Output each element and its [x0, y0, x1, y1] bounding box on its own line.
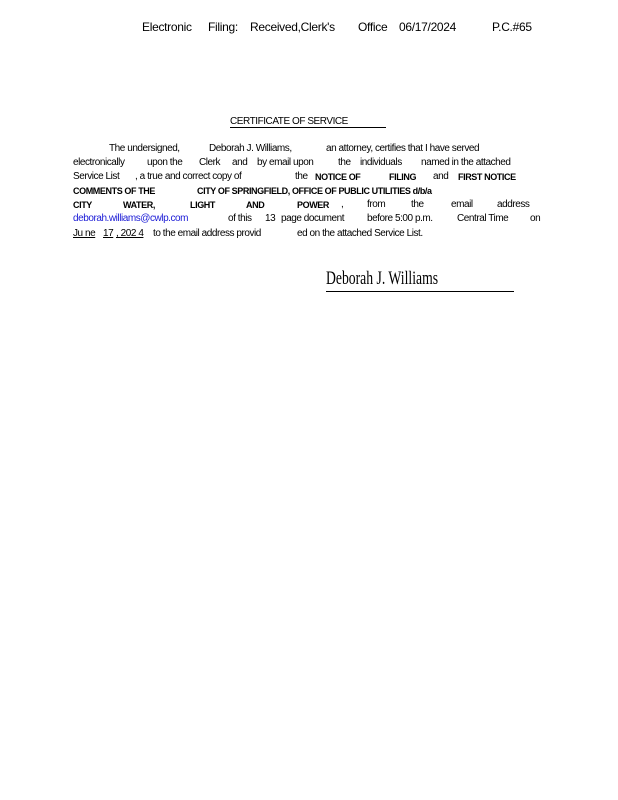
body-text: named in the attached: [421, 157, 511, 168]
body-text: to the email address provid: [153, 228, 261, 239]
signature: Deborah J. Williams: [326, 268, 439, 289]
service-day: 17: [103, 228, 114, 239]
sender-email-link[interactable]: deborah.williams@cwlp.com: [73, 213, 189, 224]
certificate-title: CERTIFICATE OF SERVICE: [230, 116, 348, 127]
body-text: individuals: [360, 157, 402, 168]
body-text: the: [338, 157, 351, 168]
body-text: of this: [228, 213, 252, 224]
service-year: , 202 4: [116, 228, 144, 239]
body-text: Central Time: [457, 213, 509, 224]
page-count: 13: [265, 213, 276, 224]
header-electronic: Electronic: [142, 20, 192, 34]
cwlp-label: CITY: [73, 200, 92, 210]
city-springfield-label: CITY OF SPRINGFIELD, OFFICE OF PUBLIC UTILITIES d/b/a: [197, 186, 432, 196]
title-underline: [230, 127, 386, 128]
body-text: upon the: [147, 157, 183, 168]
body-text: and: [232, 157, 248, 168]
body-text: the: [411, 199, 424, 210]
comments-label: COMMENTS OF THE: [73, 186, 155, 196]
body-text: ,: [341, 199, 344, 210]
body-text: , a true and correct copy of: [135, 171, 242, 182]
attorney-name: Deborah J. Williams,: [209, 143, 292, 154]
cwlp-label: LIGHT: [190, 200, 215, 210]
body-text: an attorney, certifies that I have served: [326, 143, 480, 154]
body-text: ed on the attached Service List.: [297, 228, 423, 239]
body-text: The undersigned,: [109, 143, 180, 154]
body-text: Service List: [73, 171, 120, 182]
header-date: 06/17/2024: [399, 20, 457, 34]
header-filing: Filing:: [208, 20, 238, 34]
body-text: address: [497, 199, 530, 210]
first-notice-label: FIRST NOTICE: [458, 172, 516, 182]
body-text: on: [530, 213, 541, 224]
header-pc: P.C.#65: [492, 20, 532, 34]
header-received: Received,Clerk's: [250, 20, 335, 34]
signature-line: [326, 291, 514, 292]
filing-label: FILING: [389, 172, 417, 182]
cwlp-label: POWER: [297, 200, 330, 210]
body-text: email: [451, 199, 473, 210]
body-text: electronically: [73, 157, 125, 168]
body-text: by email upon: [257, 157, 314, 168]
body-text: and: [433, 171, 449, 182]
body-text: the: [295, 171, 308, 182]
body-text: from: [367, 199, 386, 210]
cwlp-label: AND: [246, 200, 265, 210]
notice-of-filing-label: NOTICE OF: [315, 172, 361, 182]
cwlp-label: WATER,: [123, 200, 155, 210]
service-month: Ju ne: [73, 228, 96, 239]
header-office: Office: [358, 20, 388, 34]
body-text: before 5:00 p.m.: [367, 213, 433, 224]
body-text: page document: [281, 213, 345, 224]
body-text: Clerk: [199, 157, 221, 168]
